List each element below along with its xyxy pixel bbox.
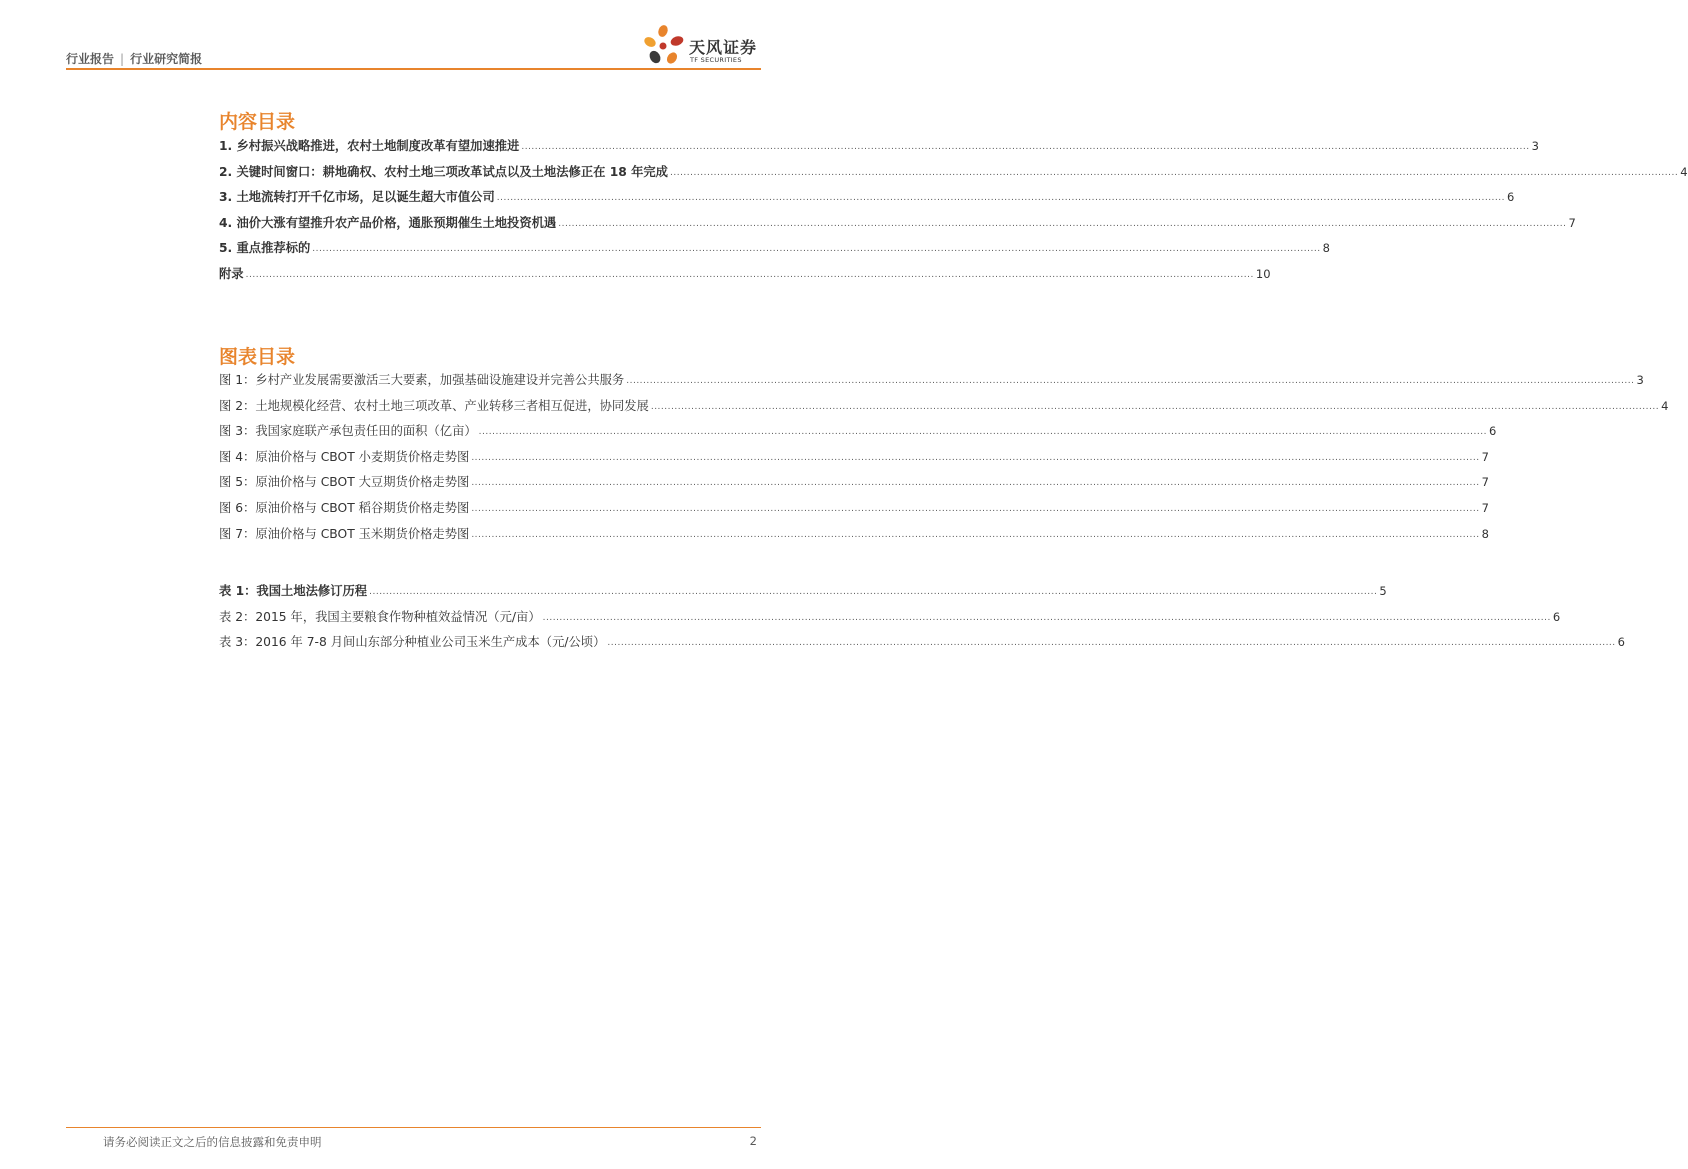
figure-entry-label: 图 2：土地规模化经营、农村土地三项改革、产业转移三者相互促进，协同发展 <box>219 398 649 413</box>
toc-entry-page: 8 <box>1322 241 1330 256</box>
table-entry-1[interactable] <box>219 581 1387 607</box>
figure-entry-7[interactable] <box>219 524 1489 550</box>
figure-entry-page: 7 <box>1481 475 1489 490</box>
toc-entry-2[interactable] <box>219 162 1688 188</box>
figure-entry-page: 8 <box>1481 526 1489 541</box>
figure-entry-page: 4 <box>1661 398 1669 413</box>
page-number: 2 <box>749 1134 757 1148</box>
table-entry-label: 表 2：2015 年，我国主要粮食作物种植效益情况（元/亩） <box>219 609 541 624</box>
header-separator: | <box>120 52 125 66</box>
leader-dots: ............................................................................................................................................................................................................................................................................................................ <box>669 167 1679 178</box>
table-entry-2[interactable] <box>219 607 1561 633</box>
figure-entry-4[interactable] <box>219 447 1489 473</box>
footer-disclaimer: 请务必阅读正文之后的信息披露和免责申明 <box>103 1135 322 1149</box>
footer-divider <box>66 1127 761 1128</box>
toc-entry-3[interactable] <box>219 187 1515 213</box>
leader-dots: ............................................................................................................................................................................................................................................................................................................ <box>607 638 1616 649</box>
toc-entry-1[interactable] <box>219 136 1539 162</box>
figure-entry-page: 3 <box>1636 373 1644 387</box>
leader-dots: ............................................................................................................................................................................................................................................................................................................ <box>369 587 1378 597</box>
figure-entry-page: 7 <box>1481 500 1489 515</box>
table-entry-3[interactable] <box>219 632 1625 658</box>
tables-list <box>219 581 1625 658</box>
table-entry-page: 5 <box>1379 584 1387 598</box>
table-entry-page: 6 <box>1617 635 1625 650</box>
table-entry-label: 表 1：我国土地法修订历程 <box>219 584 368 598</box>
toc-entry-label: 2. 关键时间窗口：耕地确权、农村土地三项改革试点以及土地法修正在 18 年完成 <box>219 164 668 179</box>
contents-title: 内容目录 <box>219 111 296 133</box>
report-subtype: 行业研究简报 <box>130 52 203 66</box>
toc-entry-label: 5. 重点推荐标的 <box>219 241 311 256</box>
figure-entry-label: 图 7：原油价格与 CBOT 玉米期货价格走势图 <box>219 526 470 541</box>
leader-dots: ............................................................................................................................................................................................................................................................................................................ <box>650 401 1660 412</box>
figure-entry-label: 图 1：乡村产业发展需要激活三大要素，加强基础设施建设并完善公共服务 <box>219 373 625 387</box>
figure-entry-5[interactable] <box>219 472 1489 498</box>
toc-entry-label: 附录 <box>219 266 244 281</box>
figure-entry-label: 图 5：原油价格与 CBOT 大豆期货价格走势图 <box>219 475 470 490</box>
brand-name-cn: 天风证券 <box>689 38 758 57</box>
leader-dots: ............................................................................................................................................................................................................................................................................................................ <box>558 218 1567 229</box>
contents-list <box>219 136 1688 290</box>
toc-entry-5[interactable] <box>219 238 1330 264</box>
leader-dots: ............................................................................................................................................................................................................................................................................................................ <box>626 376 1635 386</box>
leader-dots: ............................................................................................................................................................................................................................................................................................................ <box>245 269 1254 280</box>
figure-entry-label: 图 4：原油价格与 CBOT 小麦期货价格走势图 <box>219 449 470 464</box>
figure-entry-1[interactable] <box>219 370 1644 396</box>
figure-entry-label: 图 3：我国家庭联产承包责任田的面积（亿亩） <box>219 424 477 439</box>
leader-dots: ............................................................................................................................................................................................................................................................................................................ <box>542 612 1551 623</box>
leader-dots: ............................................................................................................................................................................................................................................................................................................ <box>478 427 1487 438</box>
toc-entry-page: 3 <box>1531 139 1539 153</box>
toc-entry-label: 1. 乡村振兴战略推进，农村土地制度改革有望加速推进 <box>219 139 520 153</box>
toc-entry-label: 3. 土地流转打开千亿市场，足以诞生超大市值公司 <box>219 190 495 205</box>
toc-entry-appendix[interactable] <box>219 264 1271 290</box>
report-type: 行业报告 <box>66 52 115 66</box>
toc-entry-label: 4. 油价大涨有望推升农产品价格，通胀预期催生土地投资机遇 <box>219 215 557 230</box>
figure-entry-label: 图 6：原油价格与 CBOT 稻谷期货价格走势图 <box>219 500 470 515</box>
page-header <box>66 0 761 72</box>
leader-dots: ............................................................................................................................................................................................................................................................................................................ <box>471 529 1480 540</box>
header-title <box>66 50 202 67</box>
figure-entry-page: 7 <box>1481 449 1489 464</box>
flower-logo-icon <box>641 24 687 68</box>
figure-entry-3[interactable] <box>219 421 1497 447</box>
brand-name-en: TF SECURITIES <box>690 56 742 64</box>
leader-dots: ............................................................................................................................................................................................................................................................................................................ <box>471 478 1480 489</box>
table-entry-label: 表 3：2016 年 7-8 月间山东部分种植业公司玉米生产成本（元/公顷） <box>219 635 606 650</box>
toc-entry-page: 10 <box>1255 266 1271 281</box>
toc-entry-page: 4 <box>1680 164 1688 179</box>
table-entry-page: 6 <box>1552 609 1561 624</box>
figure-entry-page: 6 <box>1488 424 1497 439</box>
toc-entry-page: 7 <box>1568 215 1576 230</box>
figures-list <box>219 370 1669 549</box>
toc-entry-4[interactable] <box>219 213 1576 239</box>
figure-entry-2[interactable] <box>219 396 1669 422</box>
brand-logo <box>641 24 761 68</box>
leader-dots: ............................................................................................................................................................................................................................................................................................................ <box>312 244 1321 255</box>
leader-dots: ............................................................................................................................................................................................................................................................................................................ <box>521 142 1530 152</box>
figure-entry-6[interactable] <box>219 498 1489 524</box>
header-divider <box>66 68 761 70</box>
toc-entry-page: 6 <box>1507 190 1515 205</box>
leader-dots: ............................................................................................................................................................................................................................................................................................................ <box>471 503 1480 514</box>
figures-title: 图表目录 <box>219 346 296 368</box>
leader-dots: ............................................................................................................................................................................................................................................................................................................ <box>471 452 1480 463</box>
leader-dots: ............................................................................................................................................................................................................................................................................................................ <box>496 193 1506 204</box>
